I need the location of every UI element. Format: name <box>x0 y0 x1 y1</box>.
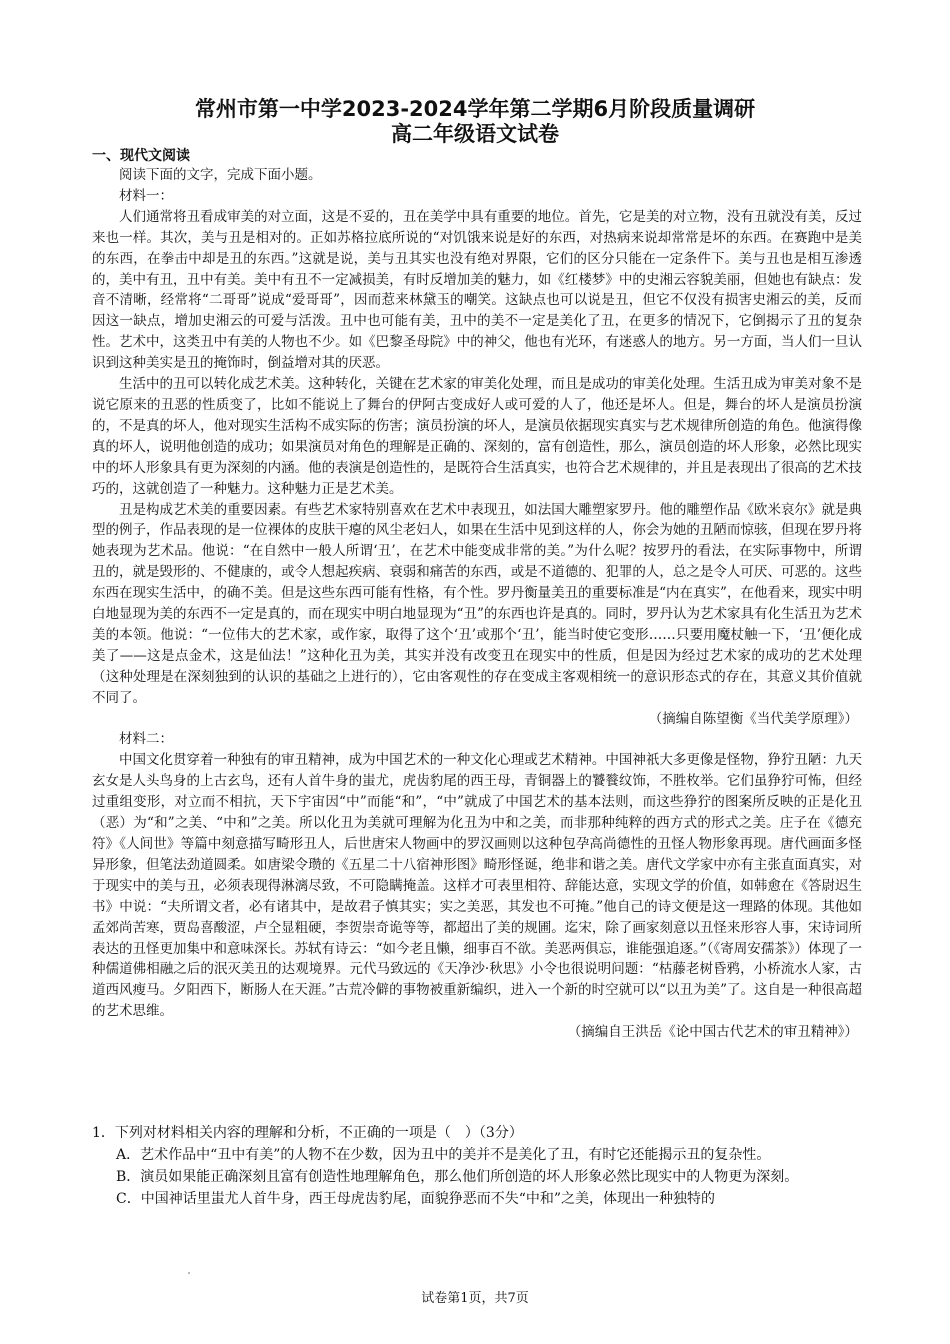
material1-paragraph: 生活中的丑可以转化成艺术美。这种转化，关键在艺术家的审美化处理，而且是成功的审美化处理。生活丑成为审美对象不是说它原来的丑恶的性质变了，比如不能说上了舞台的伊阿古变成好人或可爱的人了，他还是坏人。但是，舞台的坏人是演员扮演的，不是真的坏人，他对现实生活构不成实际的伤害；演员扮演的坏人，是演员依据现实真实与艺术规律所创造的角色。他演得像真的坏人，说明他创造的成功；如果演员对角色的理解是正确的、深刻的，富有创造性，那么，演员创造的坏人形象，必然比现实中的坏人形象具有更为深刻的内涵。他的表演是创造性的，是既符合生活真实，也符合艺术规律的，并且是表现出了很高的艺术技巧的，这就创造了一种魅力。这种魅力正是艺术美。 <box>92 376 862 497</box>
option-c: C．中国神话里蚩尤人首牛身，西王母虎齿豹尾，面貌狰恶而不失“中和”之美，体现出一种独特的 <box>116 1191 716 1207</box>
question-stem: 1．下列对材料相关内容的理解和分析，不正确的一项是（ ）（3分） <box>92 1125 523 1141</box>
instruction-text: 阅读下面的文字，完成下面小题。 <box>119 167 322 183</box>
material1-label: 材料一： <box>119 187 173 204</box>
material2-paragraph: 中国文化贯穿着一种独有的审丑精神，成为中国艺术的一种文化心理或艺术精神。中国神祇大多更像是怪物，狰狞丑陋：九天玄女是人头鸟身的上古玄鸟，还有人首牛身的蚩尤，虎齿豹尾的西王母，青铜器上的饕餮纹饰，不胜枚举。它们虽狰狞可怖，但经过重组变形，对立而不相抗，天下宇宙因“中”而能“和”，“中”就成了中国艺术的基本法则，而这些狰狞的图案所反映的正是化丑（恶）为“和”之美、“中和”之美。所以化丑为美就可理解为化丑为中和之美，而非那种纯粹的西方式的形式之美。庄子在《德充符》《人间世》等篇中刻意描写畸形丑人，后世唐宋人物画中的罗汉画则以这种包孕高尚德性的丑怪人物形象再现。唐代画面多怪异形象，但笔法劲道圆柔。如唐梁令瓒的《五星二十八宿神形图》畸形怪诞，绝非和谐之美。唐代文学家中亦有主张直面真实，对于现实中的美与丑，必须表现得淋漓尽致，不可隐瞒掩盖。这样才可表里相符、辞能达意，实现文学的价值，如韩愈在《答尉迟生书》中说：“夫所谓文者，必有诸其中，是故君子慎其实；实之美恶，其发也不可掩。”他自己的诗文便是这一理路的体现。其他如孟郊尚苦寒，贾岛喜酸涩，卢仝显粗硬，李贺崇奇诡等等，都超出了美的规圃。迄宋，除了画家刻意以丑怪来形容人事，宋诗词所表达的丑怪更加集中和意味深长。苏轼有诗云：“如今老且懒，细事百不欲。美恶两俱忘，谁能强追逐。”（《寄周安孺茶》）体现了一种儒道佛相融之后的泯灭美丑的达观境界。元代马致远的《天净沙·秋思》小令也很说明问题：“枯藤老树昏鸦，小桥流水人家，古道西风瘦马。夕阳西下，断肠人在天涯。”古荒冷僻的事物被重新编织，进入一个新的时空就可以“以丑为美”了。这自是一种很高超的艺术思维。 <box>92 752 862 1020</box>
exam-title-line1: 常州市第一中学2023-2024学年第二学期6月阶段质量调研 <box>194 97 756 121</box>
option-b: B．演员如果能正确深刻且富有创造性地理解角色，那么他们所创造的坏人形象必然比现实中的人物更为深刻。 <box>116 1169 799 1185</box>
scan-speck <box>188 1272 190 1274</box>
exam-title-line2: 高二年级语文试卷 <box>391 122 559 146</box>
page-footer: 试卷第1页，共7页 <box>421 1291 529 1306</box>
material1-paragraph: 人们通常将丑看成审美的对立面，这是不妥的，丑在美学中具有重要的地位。首先，它是美的对立物，没有丑就没有美，反过来也一样。其次，美与丑是相对的。正如苏格拉底所说的“对饥饿来说是好的东西，对热病来说却常常是坏的东西。在赛跑中是美的东西，在拳击中却是丑的东西。”这就是说，美与丑其实也没有绝对界限，它们的区分只能在一定条件下。美与丑也是相互渗透的，美中有丑，丑中有美。美中有丑不一定减损美，有时反增加美的魅力，如《红楼梦》中的史湘云容貌美丽，但她也有缺点：发音不清晰，经常将“二哥哥”说成“爱哥哥”，因而惹来林黛玉的嘲笑。这缺点也可以说是丑，但它不仅没有损害史湘云的美，反而因这一缺点，增加史湘云的可爱与活泼。丑中也可能有美，丑中的美不一定是美化了丑，在更多的情况下，它倒揭示了丑的复杂性。艺术中，这类丑中有美的人物也不少。如《巴黎圣母院》中的神父，他也有光环，有迷惑人的地方。另一方面，当人们一旦认识到这种美实是丑的掩饰时，倒益增对其的厌恶。 <box>92 208 862 372</box>
reading-passage <box>92 165 862 1115</box>
material1-source: （摘编自陈望衡《当代美学原理》） <box>648 710 858 727</box>
option-a: A．艺术作品中“丑中有美”的人物不在少数，因为丑中的美并不是美化了丑，有时它还能揭示丑的复杂性。 <box>116 1147 771 1163</box>
material2-label: 材料二： <box>119 731 173 748</box>
material2-source: （摘编自王洪岳《论中国古代艺术的审丑精神》） <box>567 1024 858 1041</box>
material1-paragraph: 丑是构成艺术美的重要因素。有些艺术家特别喜欢在艺术中表现丑，如法国大雕塑家罗丹。他的雕塑作品《欧米哀尔》就是典型的例子，作品表现的是一位裸体的皮肤干瘪的风尘老妇人，如果在生活中见到这样的人，你会为她的丑陋而惊骇，但现在罗丹将她表现为艺术品。他说：“在自然中一般人所谓‘丑’，在艺术中能变成非常的美。”为什么呢？按罗丹的看法，在实际事物中，所谓丑的，就是毁形的、不健康的，或令人想起疾病、衰弱和痛苦的东西，或是不道德的、犯罪的人，总之是令人可厌、可恶的。这些东西在现实生活中，的确不美。但是这些东西可能有性格，有个性。罗丹衡量美丑的重要标准是“内在真实”，在他看来，现实中明白地显现为美的东西不一定是真的，而在现实中明白地显现为“丑”的东西也许是真的。同时，罗丹认为艺术家具有化生活丑为艺术美的本领。他说：“一位伟大的艺术家，或作家，取得了这个‘丑’或那个‘丑’，能当时使它变形……只要用魔杖触一下，‘丑’便化成美了——这是点金术，这是仙法！”这种化丑为美，其实并没有改变丑在现实中的性质，但是因为经过艺术家的成功的艺术处理（这种处理是在深刻独到的认识的基础之上进行的），它由客观性的存在变成主客观相统一的意识形态式的存在，其意义其价值就不同了。 <box>92 501 862 706</box>
question-1 <box>92 1122 862 1210</box>
section-heading: 一、现代文阅读 <box>92 148 190 164</box>
